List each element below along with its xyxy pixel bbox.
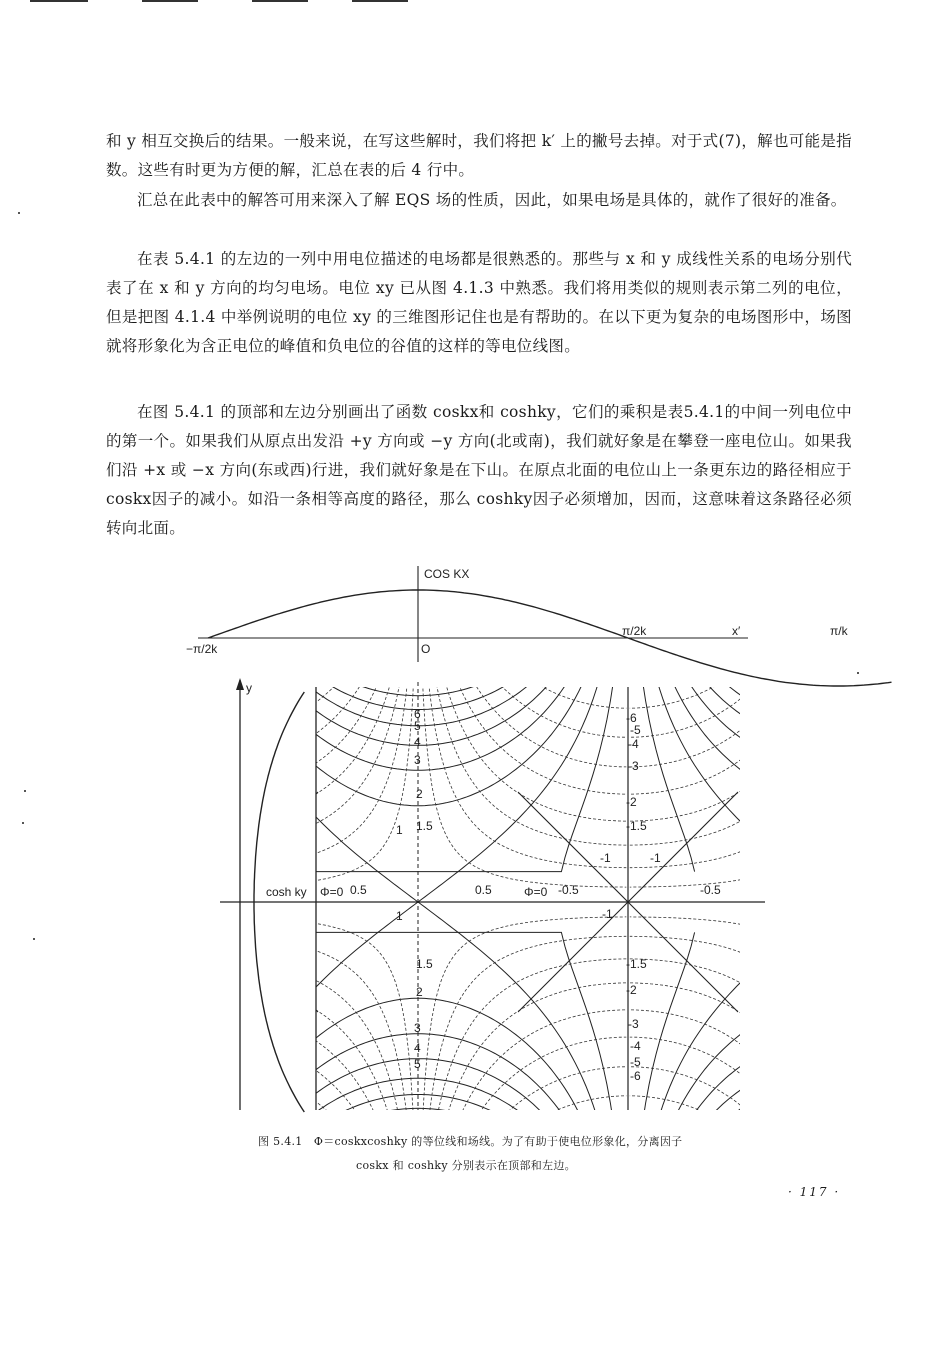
potential-level-label: 1	[396, 823, 403, 837]
potential-level-label: 5	[414, 1057, 421, 1071]
phi-zero-label-mid: Φ=0	[524, 885, 548, 899]
field-line	[840, 973, 865, 1216]
equipotential-line	[183, 1336, 208, 1347]
field-line	[420, 1154, 627, 1347]
potential-level-label: -1.5	[626, 957, 647, 971]
x-axis-label: x′	[732, 624, 741, 638]
field-line	[420, 1067, 627, 1347]
potential-level-label: -1	[600, 851, 611, 865]
scan-speck	[18, 212, 20, 214]
potential-level-label: 3	[414, 753, 421, 767]
field-line	[630, 1154, 837, 1347]
phi-zero-label-left: Φ=0	[320, 885, 344, 899]
potential-level-label: 0.5	[350, 883, 367, 897]
potential-level-label: -0.5	[558, 883, 579, 897]
field-line	[420, 1037, 627, 1347]
potential-level-label: -2	[626, 795, 637, 809]
equipotential-line	[183, 1068, 208, 1347]
potential-level-label: 1.5	[416, 819, 433, 833]
field-line	[630, 1010, 837, 1347]
field-line	[840, 1227, 865, 1347]
potential-level-label: -5	[630, 1055, 641, 1069]
figure-5-4-1	[186, 562, 848, 1117]
field-line	[840, 1086, 865, 1347]
potential-level-label: 5	[414, 719, 421, 733]
y-axis-arrow	[236, 678, 244, 690]
field-line	[840, 1287, 865, 1347]
figure-axes	[198, 566, 892, 1112]
paragraph-4: 在图 5.4.1 的顶部和左边分别画出了函数 coskx和 coshky，它们的乘积是表5.4.1的中间一列电位中的第一个。如果我们从原点出发沿 +y 方向或 −y 方向(北或南)，我们就好象是在攀登一座电位山。如果我们沿 +x 或 −x 方向(东或西)行进，我们就好象是在下山。在原点北面的电位山上一条更东边的路径相应于 coskx因子的减小。如沿一条相等高度的路径，那么 coshky因子必须增加，因而，这意味着这条路径必须转向北面。	[106, 403, 852, 537]
potential-level-label: 1	[396, 909, 403, 923]
scan-speck	[33, 938, 35, 940]
equipotential-line	[183, 1292, 208, 1347]
field-line	[210, 936, 416, 1300]
equipotential-line	[628, 1059, 862, 1347]
equipotential-line	[628, 1078, 862, 1347]
header-rule-3	[252, 0, 308, 2]
potential-level-label: -3	[628, 1017, 639, 1031]
potential-level-label: -5	[630, 723, 641, 737]
potential-level-label: -1.5	[626, 819, 647, 833]
potential-level-label: 4	[414, 1041, 421, 1055]
header-rule-2	[142, 0, 198, 2]
scan-speck	[24, 790, 26, 792]
potential-level-label: -3	[628, 759, 639, 773]
equipotential-line	[183, 1280, 208, 1347]
field-line	[420, 1010, 627, 1347]
field-line	[210, 1037, 416, 1347]
equipotential-line	[208, 1078, 628, 1347]
field-line	[210, 1154, 416, 1347]
potential-level-label: 1.5	[416, 957, 433, 971]
potential-level-label: -4	[628, 737, 639, 751]
equipotential-line	[183, 1320, 208, 1347]
potential-level-label: 2	[416, 985, 423, 999]
potential-level-label: 2	[416, 787, 423, 801]
equipotential-line	[628, 902, 862, 1347]
equipotential-line	[183, 1233, 208, 1347]
field-line	[840, 1194, 865, 1347]
potential-level-label: -4	[630, 1039, 641, 1053]
scan-speck	[22, 822, 24, 824]
cos-kx-label: COS KX	[424, 567, 470, 581]
figure-caption-line-2: coskx 和 coshky 分别表示在顶部和左边。	[356, 1159, 576, 1172]
field-line	[630, 1067, 837, 1347]
potential-level-label: -2	[626, 983, 637, 997]
cosh-ky-label: cosh ky	[266, 885, 307, 899]
paragraph-3: 在表 5.4.1 的左边的一列中用电位描述的电场都是很熟悉的。那些与 x 和 y 成线性关系的电场分别代表了在 x 和 y 方向的均匀电场。电位 xy 已从图 4.1.3 中熟悉。我们将用类似的规则表示第二列的电位，但是把图 4.1.4 中举例说明的电位 xy 的三维图形记住也是有帮助的。在以下更为复杂的电场图形中，场图就将形象化为含正电位的峰值和负电位的谷值的这样的等电位线图。	[106, 250, 852, 355]
page-number: · 117 ·	[788, 1185, 841, 1199]
equipotential-line	[183, 1210, 208, 1347]
equipotential-line	[628, 17, 862, 710]
x-tick-minus-pi-2k: −π/2k	[186, 642, 218, 656]
potential-level-label: 3	[414, 1021, 421, 1035]
paragraph-1: 和 y 相互交换后的结果。一般来说，在写这些解时，我们将把 k′ 上的撇号去掉。对于式(7)，解也可能是指数。这些有时更为方便的解，汇总在表的后 4 行中。	[106, 132, 852, 179]
equipotential-line	[183, 1251, 208, 1347]
field-line	[210, 1067, 416, 1347]
equipotential-line	[183, 1302, 208, 1347]
equipotential-line	[208, 1034, 628, 1347]
potential-level-label: -1	[650, 851, 661, 865]
equipotential-line	[628, 1150, 862, 1347]
potential-level-label: 4	[414, 735, 421, 749]
figure-labels	[186, 567, 849, 1083]
x-tick-pi-2k: π/2k	[622, 624, 647, 638]
potential-level-label: -1	[602, 907, 613, 921]
potential-level-label: 6	[414, 707, 421, 721]
equipotential-line	[208, 1059, 628, 1347]
equipotential-line	[183, 1140, 208, 1347]
field-line	[210, 1010, 416, 1347]
header-rule-1	[30, 0, 88, 2]
field-line	[840, 1257, 865, 1347]
paragraph-2: 汇总在此表中的解答可用来深入了解 EQS 场的性质，因此，如果电场是具体的，就作了很好的准备。	[137, 191, 847, 209]
equipotential-line	[183, 1312, 208, 1347]
y-axis-label: y	[246, 681, 252, 695]
field-line	[840, 1162, 865, 1347]
potential-level-label: -6	[630, 1069, 641, 1083]
equipotential-line	[183, 1266, 208, 1347]
equipotential-line	[208, 1165, 628, 1347]
field-line	[840, 1317, 865, 1347]
equipotential-line	[183, 1181, 208, 1347]
potential-level-label: -6	[626, 711, 637, 725]
potential-level-label: 0.5	[475, 883, 492, 897]
potential-level-label: -0.5	[700, 883, 721, 897]
origin-label: O	[421, 642, 431, 656]
equipotential-line	[208, 1150, 628, 1347]
x-tick-pi-k: π/k	[830, 624, 848, 638]
header-rule-4	[352, 0, 408, 2]
scan-speck	[857, 672, 859, 674]
figure-caption-line-1: 图 5.4.1 Φ＝coskxcoshky 的等位线和场线。为了有助于使电位形象化，分离因子	[258, 1135, 683, 1148]
